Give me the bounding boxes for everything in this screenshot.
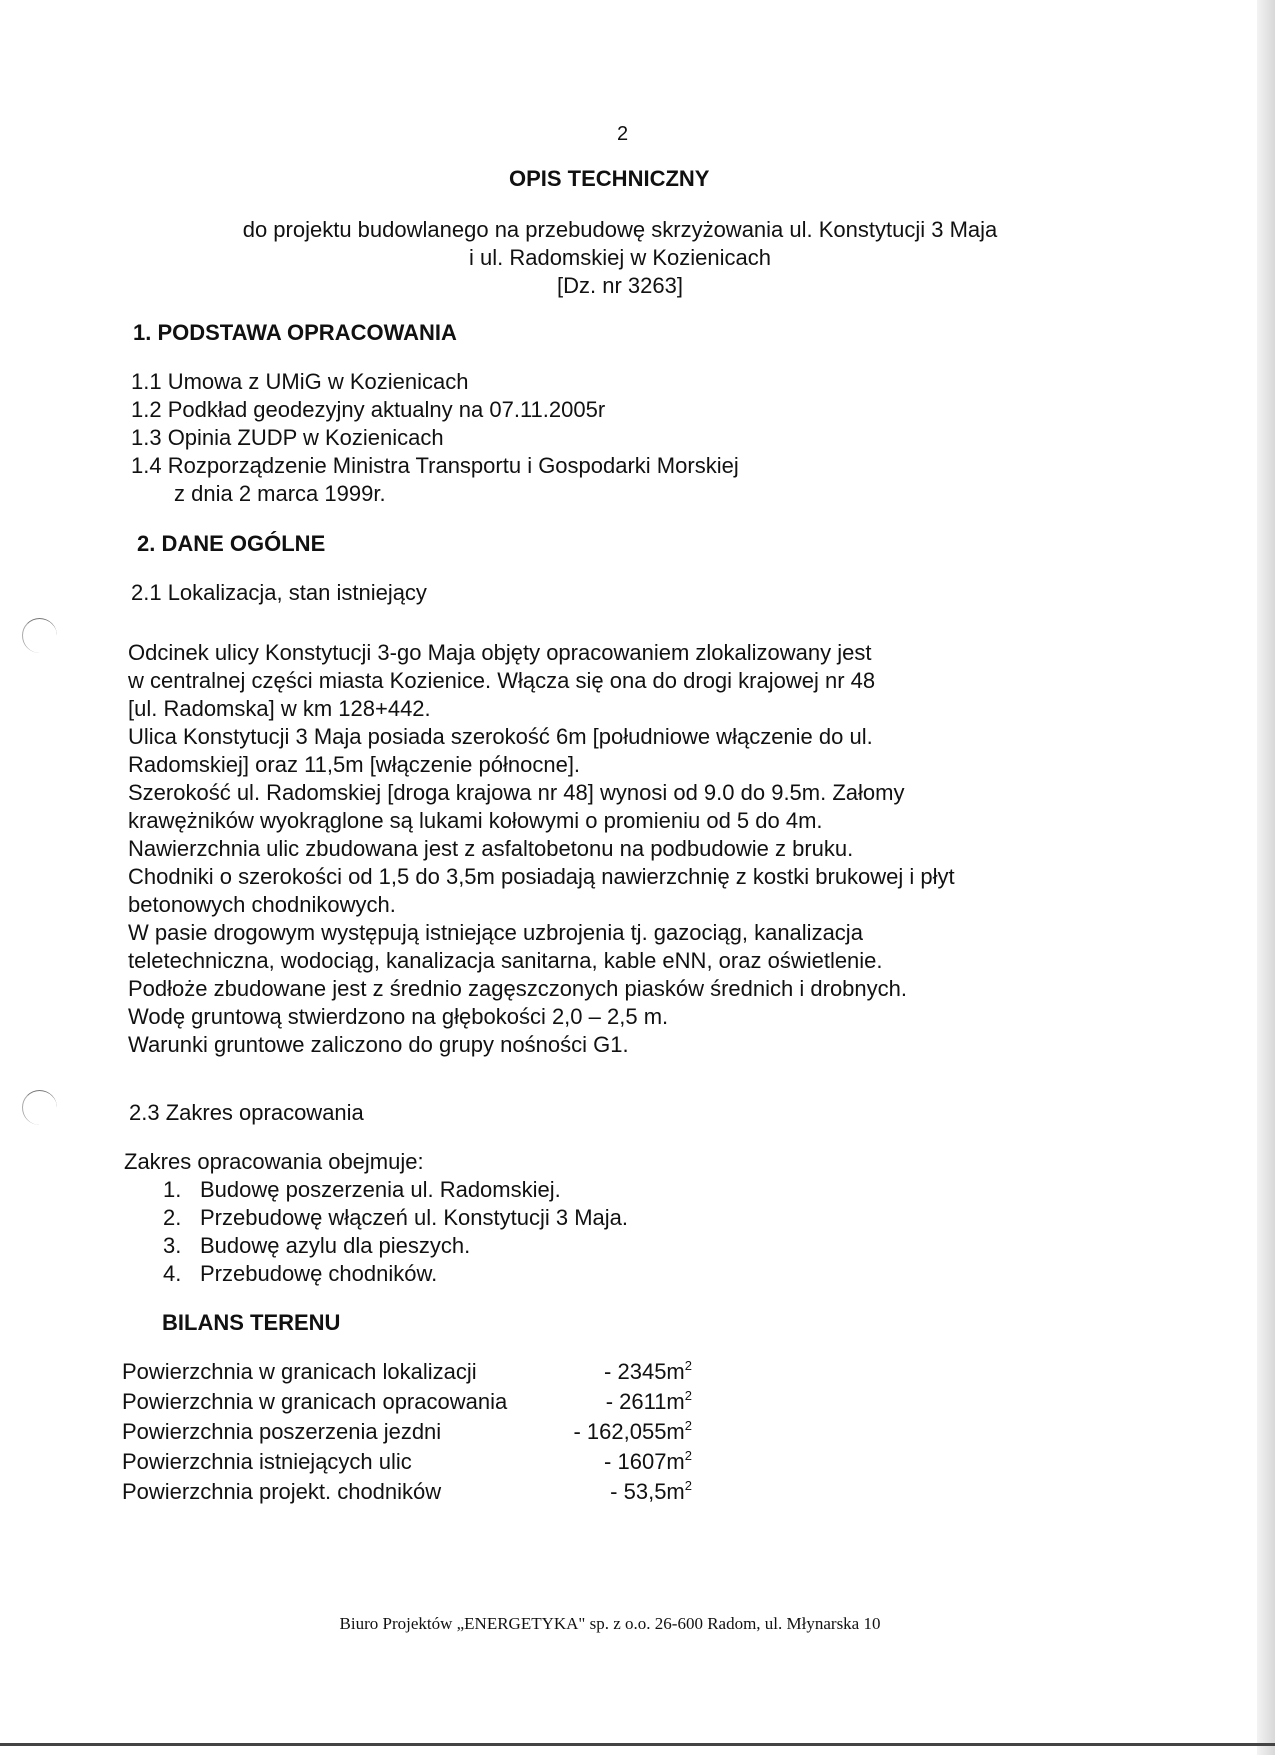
paragraph-line: Szerokość ul. Radomskiej [droga krajowa nr 48] wynosi od 9.0 do 9.5m. Załomy [128,780,905,805]
scope-item-text: Przebudowę włączeń ul. Konstytucji 3 Maja. [200,1205,628,1230]
paragraph-line: Nawierzchnia ulic zbudowana jest z asfaltobetonu na podbudowie z bruku. [128,836,854,861]
paragraph-line: krawężników wyokrąglone są lukami kołowymi o promieniu od 5 do 4m. [128,808,823,833]
basis-item: 1.3 Opinia ZUDP w Kozienicach [131,425,444,450]
scope-item-number: 2. [163,1205,182,1230]
subsection-heading: 2.1 Lokalizacja, stan istniejący [131,580,427,605]
page-number: 2 [617,123,629,145]
subtitle-line: [Dz. nr 3263] [557,273,683,298]
section-heading: 2. DANE OGÓLNE [137,531,326,556]
scope-item-text: Budowę poszerzenia ul. Radomskiej. [200,1177,561,1202]
balance-row-label: Powierzchnia projekt. chodników [122,1479,442,1504]
scan-bottom-edge [0,1743,1275,1746]
paragraph-line: Chodniki o szerokości od 1,5 do 3,5m posiadają nawierzchnię z kostki brukowej i płyt [128,864,955,889]
punch-hole-mark [22,618,57,653]
section-heading: 1. PODSTAWA OPRACOWANIA [133,320,457,345]
scope-item-number: 3. [163,1233,182,1258]
paragraph-line: [ul. Radomska] w km 128+442. [128,696,431,721]
balance-row-label: Powierzchnia w granicach lokalizacji [122,1359,477,1384]
basis-item: 1.1 Umowa z UMiG w Kozienicach [131,369,469,394]
paragraph-line: Ulica Konstytucji 3 Maja posiada szerokość 6m [południowe włączenie do ul. [128,724,873,749]
paragraph-line: teletechniczna, wodociąg, kanalizacja sanitarna, kable eNN, oraz oświetlenie. [128,948,883,973]
paragraph-line: betonowych chodnikowych. [128,892,396,917]
balance-row-value: - $2611m^2$ [605,1388,692,1414]
scan-edge-shadow [1257,0,1275,1755]
balance-heading: BILANS TERENU [162,1310,341,1335]
punch-hole-mark [22,1090,57,1125]
paragraph-line: Warunki gruntowe zaliczono do grupy nośności G1. [128,1032,629,1057]
basis-item-continuation: z dnia 2 marca 1999r. [174,481,386,506]
scope-intro: Zakres opracowania obejmuje: [124,1149,424,1174]
balance-row-label: Powierzchnia w granicach opracowania [122,1389,508,1414]
balance-row-value: - $2345m^2$ [604,1358,692,1384]
balance-row-value: - $1607m^2$ [604,1448,692,1474]
subtitle-line: do projektu budowlanego na przebudowę skrzyżowania ul. Konstytucji 3 Maja [242,217,998,242]
page-footer: Biuro Projektów „ENERGETYKA" sp. z o.o. 26-600 Radom, ul. Młynarska 10 [339,1614,881,1633]
subsection-heading: 2.3 Zakres opracowania [129,1100,364,1125]
balance-row-label: Powierzchnia poszerzenia jezdni [122,1419,442,1444]
paragraph-line: Odcinek ulicy Konstytucji 3-go Maja objęty opracowaniem zlokalizowany jest [128,640,872,665]
basis-item: 1.4 Rozporządzenie Ministra Transportu i Gospodarki Morskiej [131,453,739,478]
basis-item: 1.2 Podkład geodezyjny aktualny na 07.11.2005r [131,397,606,422]
balance-row-value: - $53,5m^2$ [610,1478,692,1504]
balance-row-value: - $162,055m^2$ [573,1418,692,1444]
paragraph-line: Wodę gruntową stwierdzono na głębokości 2,0 – 2,5 m. [128,1004,669,1029]
scope-item-number: 1. [163,1177,182,1202]
scope-item-text: Przebudowę chodników. [200,1261,438,1286]
document-title: OPIS TECHNICZNY [509,166,710,191]
paragraph-line: Radomskiej] oraz 11,5m [włączenie północne]. [128,752,581,777]
paragraph-line: W pasie drogowym występują istniejące uzbrojenia tj. gazociąg, kanalizacja [128,920,863,945]
balance-row-label: Powierzchnia istniejących ulic [122,1449,412,1474]
scope-item-text: Budowę azylu dla pieszych. [200,1233,471,1258]
paragraph-line: Podłoże zbudowane jest z średnio zagęszczonych piasków średnich i drobnych. [128,976,907,1001]
paragraph-line: w centralnej części miasta Kozienice. Włącza się ona do drogi krajowej nr 48 [128,668,876,693]
subtitle-line: i ul. Radomskiej w Kozienicach [468,245,772,270]
scope-item-number: 4. [163,1261,182,1286]
